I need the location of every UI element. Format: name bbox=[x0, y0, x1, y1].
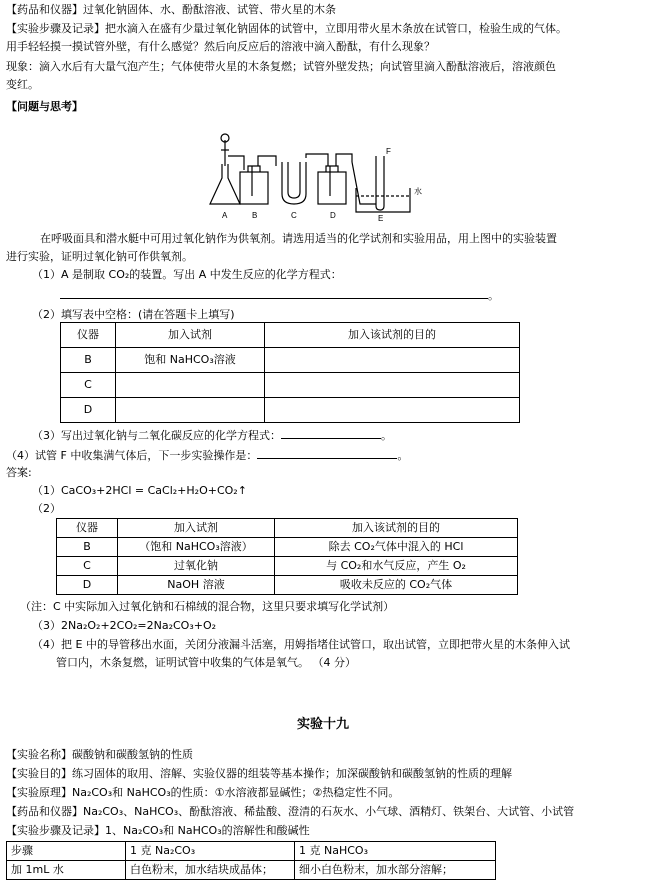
question-3: （3）写出过氧化钠与二氧化碳反应的化学方程式： 。 bbox=[32, 426, 646, 445]
table-cell: （饱和 NaHCO₃溶液） bbox=[118, 538, 275, 557]
label-f: F bbox=[386, 147, 391, 156]
phenomenon-line-2: 变红。 bbox=[6, 78, 39, 91]
header-cell: 仪器 bbox=[61, 323, 116, 348]
blank-line-q1[interactable] bbox=[60, 286, 488, 299]
table-cell[interactable] bbox=[116, 373, 265, 398]
table-cell: 吸收未反应的 CO₂气体 bbox=[275, 576, 518, 595]
label-a: A bbox=[222, 211, 228, 220]
exp-name: 【实验名称】碳酸钠和碳酸氢钠的性质 bbox=[6, 748, 193, 761]
phenomenon-line-1: 现象：滴入水后有大量气泡产生；气体使带火星的木条复燃；试管外壁发热；向试管里滴入酚酞溶液后，溶液颜色 bbox=[6, 60, 556, 73]
answer-blank-1: 。 bbox=[60, 286, 646, 305]
label-c: C bbox=[291, 211, 297, 220]
table-cell: 细小白色粉末，加水部分溶解； bbox=[295, 861, 496, 880]
materials-line: 【药品和仪器】过氧化钠固体、水、酚酞溶液、试管、带火星的木条 bbox=[6, 3, 336, 16]
blank-line-q3[interactable] bbox=[281, 426, 381, 439]
table-row bbox=[61, 348, 520, 373]
question-intro-1: 在呼吸面具和潜水艇中可用过氧化钠作为供氧剂。请选用适当的化学试剂和实验用品，用上图中的实验装置 bbox=[40, 232, 557, 245]
question-1: （1）A 是制取 CO₂的装置。写出 A 中发生反应的化学方程式： bbox=[32, 268, 342, 281]
table-cell: 除去 CO₂气体中混入的 HCl bbox=[275, 538, 518, 557]
question-intro-2: 进行实验，证明过氧化钠可作供氧剂。 bbox=[6, 250, 193, 263]
exp-materials: 【药品和仪器】Na₂CO₃、NaHCO₃、酚酞溶液、稀盐酸、澄清的石灰水、小气球、酒精灯、铁架台、大试管、小试管 bbox=[6, 805, 575, 818]
table-header-row bbox=[57, 519, 518, 538]
answer-label: 答案: bbox=[6, 466, 32, 479]
question-table bbox=[60, 322, 520, 423]
table-cell: 与 CO₂和水气反应，产生 O₂ bbox=[275, 557, 518, 576]
table-cell: 过氧化钠 bbox=[118, 557, 275, 576]
blank-line-q4[interactable] bbox=[257, 446, 397, 459]
table-row bbox=[61, 373, 520, 398]
table-row bbox=[7, 861, 496, 880]
header-cell: 仪器 bbox=[57, 519, 118, 538]
table-cell: 加 1mL 水 bbox=[7, 861, 126, 880]
table-cell: C bbox=[61, 373, 116, 398]
table-cell: B bbox=[61, 348, 116, 373]
exp-table bbox=[6, 841, 496, 880]
table-row bbox=[61, 398, 520, 423]
label-b: B bbox=[252, 211, 258, 220]
answer-4-line-1: （4）把 E 中的导管移出水面，关闭分液漏斗活塞，用姆指堵住试管口，取出试管，立即把带火星的木条伸入试 bbox=[32, 638, 570, 651]
experiment-title: 实验十九 bbox=[296, 717, 349, 732]
header-cell: 1 克 NaHCO₃ bbox=[295, 842, 496, 861]
table-header-row bbox=[7, 842, 496, 861]
exp-steps: 【实验步骤及记录】1、Na₂CO₃和 NaHCO₃的溶解性和酸碱性 bbox=[6, 824, 310, 837]
table-cell[interactable] bbox=[116, 398, 265, 423]
question-4: （4）试管 F 中收集满气体后，下一步实验操作是： 。 bbox=[6, 446, 640, 465]
exp-principle: 【实验原理】Na₂CO₃和 NaHCO₃的性质：①水溶液都显碱性；②热稳定性不同。 bbox=[6, 786, 400, 799]
steps-line-1: 【实验步骤及记录】把水滴入在盛有少量过氧化钠固体的试管中，立即用带火星木条放在试管口，检验生成的气体。 bbox=[6, 22, 567, 35]
question-2: （2）填写表中空格：(请在答题卡上填写) bbox=[32, 308, 235, 321]
table-cell: NaOH 溶液 bbox=[118, 576, 275, 595]
table-header-row bbox=[61, 323, 520, 348]
answer-1: （1）CaCO₃+2HCl = CaCl₂+H₂O+CO₂↑ bbox=[32, 484, 247, 497]
table-cell: 白色粉末，加水结块成晶体； bbox=[126, 861, 295, 880]
questions-heading: 【问题与思考】 bbox=[6, 100, 83, 113]
answer-table bbox=[56, 518, 518, 595]
apparatus-diagram bbox=[200, 126, 440, 222]
answer-3: （3）2Na₂O₂+2CO₂=2Na₂CO₃+O₂ bbox=[32, 619, 217, 632]
table-cell: D bbox=[57, 576, 118, 595]
exp-purpose: 【实验目的】练习固体的取用、溶解、实验仪器的组装等基本操作；加深碳酸钠和碳酸氢钠的性质的理解 bbox=[6, 767, 512, 780]
table-cell[interactable] bbox=[265, 398, 520, 423]
table-row bbox=[57, 557, 518, 576]
header-cell: 1 克 Na₂CO₃ bbox=[126, 842, 295, 861]
steps-line-2: 用手轻轻摸一摸试管外壁，有什么感觉？然后向反应后的溶液中滴入酚酞，有什么现象？ bbox=[6, 40, 435, 53]
table-row bbox=[57, 538, 518, 557]
label-water: 水 bbox=[414, 187, 422, 196]
table-cell[interactable] bbox=[265, 373, 520, 398]
answer-2: （2） bbox=[32, 502, 61, 515]
table-cell: 饱和 NaHCO₃溶液 bbox=[116, 348, 265, 373]
table-cell: C bbox=[57, 557, 118, 576]
table-cell: D bbox=[61, 398, 116, 423]
table-cell[interactable] bbox=[265, 348, 520, 373]
answer-note: （注：C 中实际加入过氧化钠和石棉绒的混合物，这里只要求填写化学试剂） bbox=[20, 600, 395, 613]
table-cell: B bbox=[57, 538, 118, 557]
header-cell: 加入该试剂的目的 bbox=[275, 519, 518, 538]
table-row bbox=[57, 576, 518, 595]
header-cell: 步骤 bbox=[7, 842, 126, 861]
label-d: D bbox=[330, 211, 336, 220]
label-e: E bbox=[378, 214, 384, 222]
header-cell: 加入试剂 bbox=[118, 519, 275, 538]
answer-4-line-2: 管口内，木条复燃，证明试管中收集的气体是氧气。 （4 分） bbox=[56, 656, 356, 669]
header-cell: 加入试剂 bbox=[116, 323, 265, 348]
header-cell: 加入该试剂的目的 bbox=[265, 323, 520, 348]
